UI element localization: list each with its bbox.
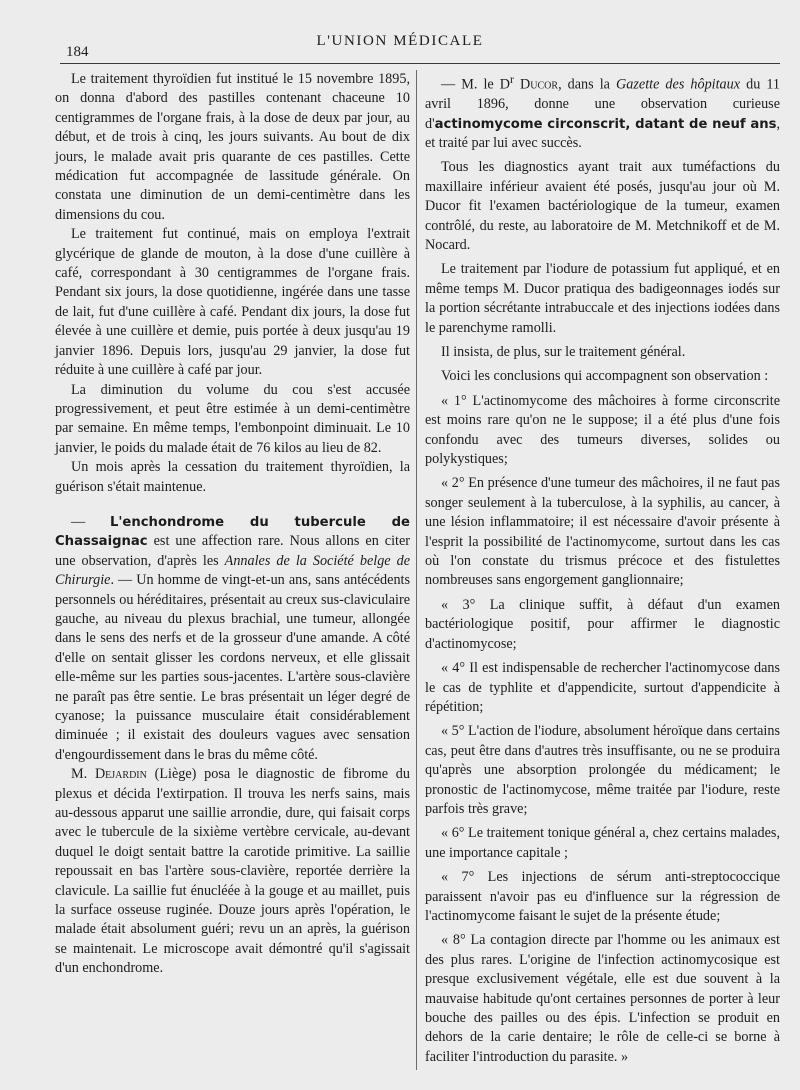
conclusion-8: « 8° La contagion directe par l'homme ou les animaux est des plus rares. L'origine de l'infection actinomycosique est presque exclusivement végétale, elle est due souvent à la mauvaise habitude qu'ont certaines personnes de porter à leur bouche des pailles ou des épis. L'infection se produit en dehors de la carie dentaire; le rôle de celle-ci se borne à faciliter l'introduction du parasite. » [425, 932, 780, 1065]
paragraph-conclusions-intro: Voici les conclusions qui accompagnent son observation : [441, 368, 769, 385]
left-column [55, 70, 410, 979]
paragraph-dejardin [55, 765, 410, 978]
conclusion-6: « 6° Le traitement tonique général a, chez certains malades, une importance capitale ; [425, 825, 780, 861]
ducor-text-b: , dans la [558, 76, 617, 93]
conclusion-4: « 4° Il est indispensable de rechercher l'actinomycose dans le cas de typhlite et d'appendicite, surtout d'appendicite à répétition; [425, 660, 780, 715]
ducor-text-d: , et traité par lui avec succès. [425, 115, 780, 151]
dejardin-text: (Liège) posa le diagnostic de fibrome du plexus et décida l'extirpation. Il trouva les nerfs sains, mais au-dessous apparut une saillie arrondie, dure, qui faisait corps avec le tubercule de la sixième vertèbre cervicale, au-devant duquel le doigt sentait battre la carotide primitive. La saillie repoussait en bas l'artère sous-clavière, reportée derrière la clavicule. La saillie fut énucléée à la gouge et au maillet, puis la surface osseuse ruginée. Douze jours après l'opération, le malade était absolument guéri; revu un an après, la guérison se maintenait. Le microscope avait démontré qu'il s'agissait d'un enchondrome. [55, 766, 410, 977]
conclusion-2: « 2° En présence d'une tumeur des mâchoires, il ne faut pas songer seulement à la tuberculose, à la syphilis, au cancer, à une lésion inflammatoire; il est nécessaire d'avoir présente à l'esprit la possibilité de l'actinomycome, surtout dans les cas où l'on constate du trismus précoce et des fistulettes nombreuses sans engorgement ganglionnaire; [425, 475, 780, 589]
running-head: L'UNION MÉDICALE [316, 33, 484, 49]
conclusion-5: « 5° L'action de l'iodure, absolument héroïque dans certains cas, peut être dans d'autres très insuffisante, ou ne se produira qu'après une absorption prolongée du médicament; le pronostic de l'actinomycose, même traitée par l'iodure, reste parfois très grave; [425, 723, 780, 817]
paragraph-treatment-continued: Le traitement fut continué, mais on employa l'extrait glycérique de glande de mouton, à la dose d'une cuillère à café, correspondant à 30 centigrammes de l'organe frais. Pendant six jours, la dose quotidienne, ingérée dans une tasse de lait, fut d'une cuillère à café. Pendant dix jours, la dose fut élevée à une cuillère et demie, puis portée à deux jusqu'au 19 janvier 1896. Depuis lors, jusqu'au 29 janvier, la dose fut réduite à une cuillère à café par jour. [55, 226, 410, 379]
ducor-text-a: — M. le D [441, 76, 511, 93]
paragraph-enchondrome [55, 513, 410, 765]
journal-title-gazette: Gazette des hôpitaux [616, 76, 741, 93]
section-dash: — [71, 513, 110, 530]
page-number: 184 [66, 44, 89, 60]
dejardin-lead: M. [71, 766, 95, 783]
paragraph-iodide-treatment: Le traitement par l'iodure de potassium fut appliqué, et en même temps M. Ducor pratiqua des badigeonnages iodés sur la portion sécrétante intrabuccale et des injections iodées dans le parenchyme ramolli. [425, 261, 780, 336]
paragraph-cure-maintained: Un mois après la cessation du traitement thyroïdien, la guérison s'était maintenue. [55, 459, 410, 495]
paragraph-diagnostics: Tous les diagnostics ayant trait aux tuméfactions du maxillaire inférieur avaient été posés, jusqu'au jour où M. Ducor fit l'examen bactériologique de la tumeur, examen contrôlé, du reste, au laboratoire de M. Metchnikoff et de M. Nocard. [425, 159, 780, 253]
paragraph-thyroid-treatment: Le traitement thyroïdien fut institué le 15 novembre 1895, on donna d'abord des pastilles contenant chaceune 10 centigrammes de l'organe frais, à la dose de deux par jour, au début, et de trois à cinq, les jours suivants. Au bout de dix jours, le malade avait pris quarante de ces pastilles. Cette médication fut accompagnée de lassitude générale. On constata une diminution de un demi-centimètre dans les dimensions du cou. [55, 71, 410, 223]
header-rule [60, 63, 780, 64]
conclusion-1: « 1° L'actinomycome des mâchoires à forme circonscrite est moins rare qu'on ne le suppose; il a été plus d'une fois confondu avec des tumeurs diverses, solides ou polykystiques; [425, 392, 780, 468]
conclusion-3: « 3° La clinique suffit, à défaut d'un examen bactériologique positif, pour affirmer le diagnostic d'actinomycose; [425, 596, 780, 652]
enchondrome-text-a: est une affection rare. Nous allons en citer une observation, d'après les [55, 533, 410, 569]
right-column [425, 70, 780, 1067]
author-name-dejardin: Dejardin [94, 766, 147, 783]
paragraph-ducor [425, 70, 780, 153]
ducor-text-c: du 11 avril 1896, donne une observation curieuse d' [425, 76, 781, 132]
paragraph-general-treatment: Il insista, de plus, sur le traitement général. [441, 344, 686, 361]
journal-title-annales: Annales de la Société belge de Chirurgie [55, 552, 410, 589]
column-divider [416, 70, 417, 1070]
section-heading-actinomycome: actinomycome circonscrit, datant de neuf ans [434, 116, 777, 132]
section-heading-enchondrome: L'enchondrome du tubercule de Chassaignac [55, 514, 410, 550]
ducor-title-superscript: r [510, 72, 514, 86]
author-name-ducor: Ducor [513, 76, 559, 93]
paragraph-neck-reduction: La diminution du volume du cou s'est accusée progressivement, et peut être estimée à un demi-centimètre par semaine. En même temps, l'embonpoint diminuait. Le 10 janvier, le poids du malade était de 76 kilos au lieu de 82. [55, 381, 410, 456]
enchondrome-text-b: . — Un homme de vingt-et-un ans, sans antécédents personnels ou héréditaires, présentait au creux sus-claviculaire gauche, au niveau du plexus brachial, une tumeur, allongée dans le sens des nerfs et de la grosseur d'une amande. A côté d'elle on sentait glisser les cordons nerveux, et elle glissait elle-même sur les parties sous-jacentes. L'artère sous-clavière ne paraît pas être sentie. Le bras présentait un léger degré de cyanose; la puissance musculaire était considérablement diminuée ; il existait des douleurs vagues avec sensation d'engourdissement dans le bras du même côté. [55, 572, 410, 763]
conclusion-7: « 7° Les injections de sérum anti-streptococcique paraissent n'avoir pas eu d'influence sur la régression de l'actinomycome faisant le sujet de la présente étude; [425, 869, 780, 924]
